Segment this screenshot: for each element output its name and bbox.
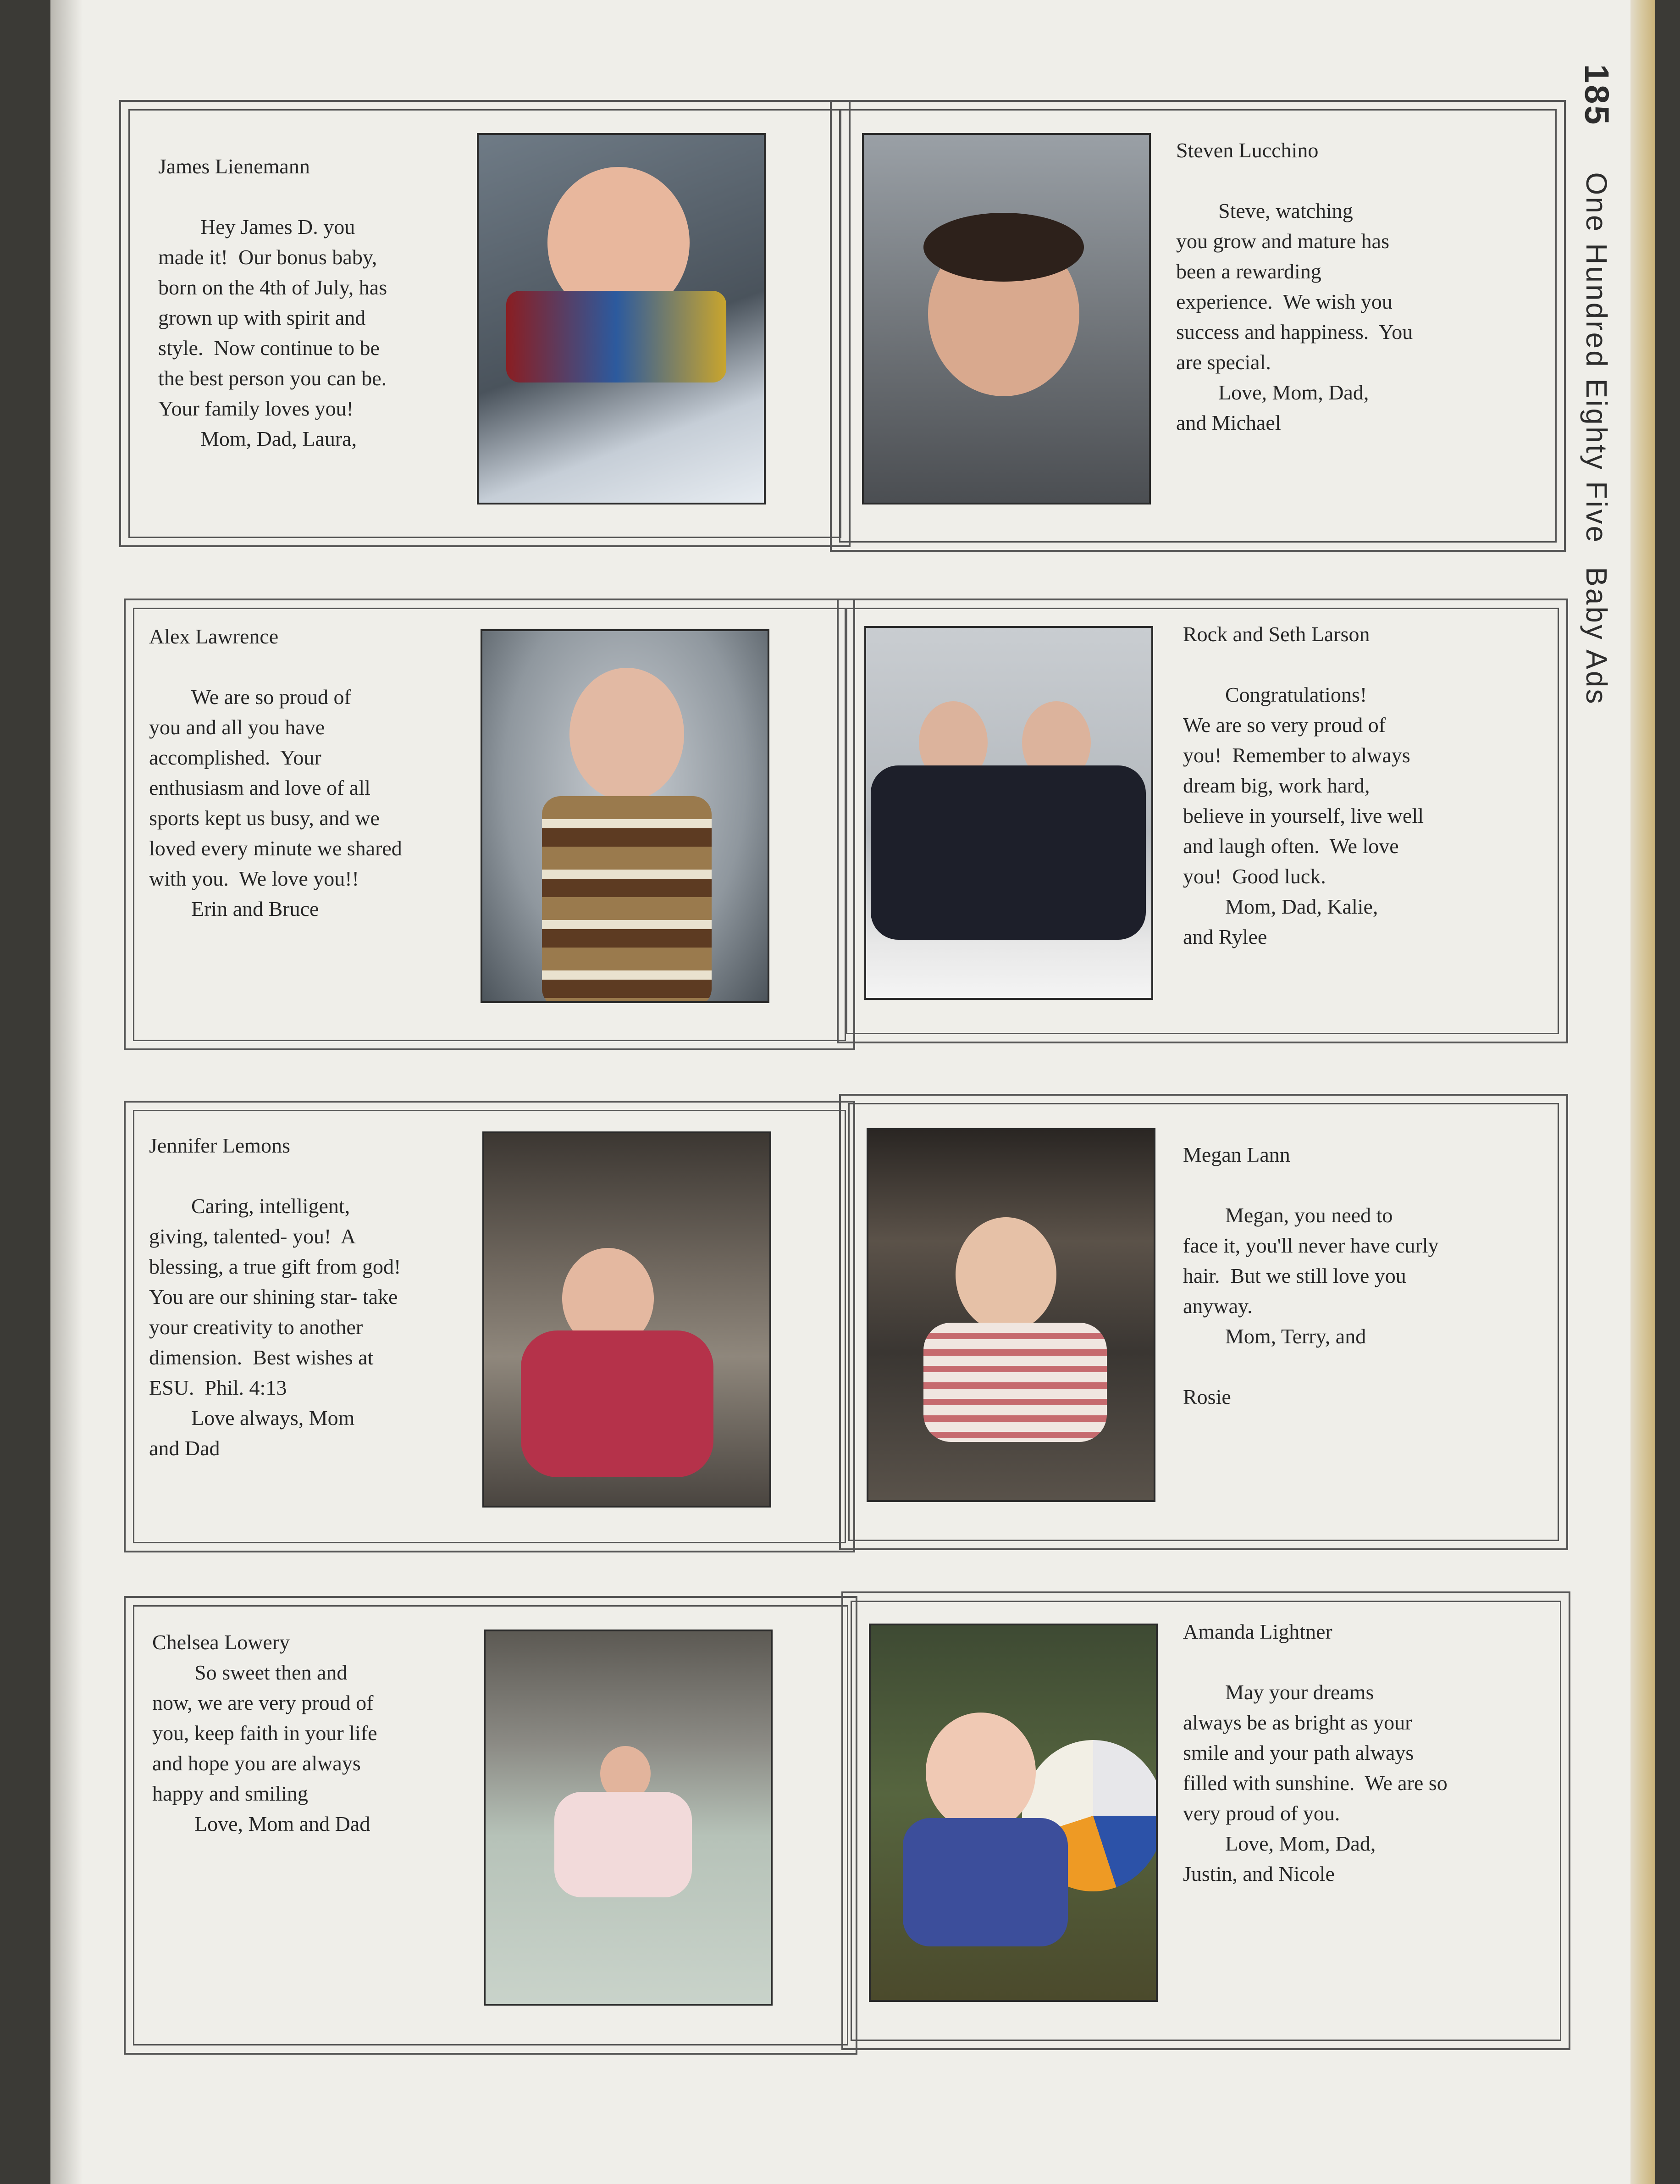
page-number: 185	[1578, 64, 1616, 127]
ad-text	[1183, 619, 1513, 952]
photo-subject	[569, 668, 684, 801]
ad-message: Megan, you need to face it, you'll never have curly hair. But we still love you anyway. Mom, Terry, and Rosie	[1183, 1203, 1439, 1408]
ad-name: James Lienemann	[158, 155, 310, 178]
photo-clothing	[554, 1792, 692, 1897]
photo-hair	[923, 213, 1084, 282]
ad-text	[1183, 1140, 1513, 1412]
photo-clothing	[923, 1323, 1107, 1442]
ad-name: Megan Lann	[1183, 1143, 1290, 1166]
yearbook-page	[50, 0, 1655, 2184]
photo-clothing	[871, 765, 1146, 940]
ad-text	[152, 1627, 482, 1839]
photo-subject	[926, 1713, 1036, 1832]
section-header	[1577, 64, 1616, 705]
ad-message: We are so proud of you and all you have accomplished. Your enthusiasm and love of all sports kept us busy, and we loved every minute we shared with you. We love you!! Erin and Bruce	[149, 685, 402, 920]
baby-photo	[867, 1128, 1155, 1502]
section-title: One Hundred Eighty Five	[1580, 172, 1613, 544]
ad-message: Congratulations! We are so very proud of you! Remember to always dream big, work hard, believe in yourself, live well and laugh often. We love you! Good luck. Mom, Dad, Kalie, and Rylee	[1183, 683, 1424, 948]
baby-photo	[482, 1131, 771, 1508]
section-name: Baby Ads	[1580, 567, 1613, 706]
baby-photo	[864, 626, 1153, 1000]
ad-message: May your dreams always be as bright as your smile and your path always filled with sunshine. We are so very proud of you. Love, Mom, Dad, Justin, and Nicole	[1183, 1680, 1448, 1885]
ad-message: Caring, intelligent, giving, talented- you! A blessing, a true gift from god! You are our shining star- take your creativity to another dimension. Best wishes at ESU. Phil. 4:13 Love always, Mom and Dad	[149, 1194, 401, 1460]
ad-name: Alex Lawrence	[149, 625, 279, 648]
ad-text	[1183, 1617, 1513, 1889]
ad-text	[1176, 135, 1497, 438]
baby-photo	[862, 133, 1151, 504]
ad-name: Steven Lucchino	[1176, 139, 1319, 162]
ad-name: Chelsea Lowery	[152, 1630, 290, 1654]
baby-photo	[869, 1624, 1158, 2002]
ad-name: Jennifer Lemons	[149, 1134, 290, 1157]
baby-photo	[477, 133, 766, 504]
ad-name: Rock and Seth Larson	[1183, 622, 1370, 646]
photo-clothing	[521, 1330, 713, 1477]
page-gutter-shadow	[50, 0, 83, 2184]
ad-text	[149, 621, 479, 924]
baby-photo	[481, 629, 769, 1003]
ad-text	[158, 151, 479, 454]
baby-photo	[484, 1630, 773, 2006]
photo-clothing	[506, 291, 726, 382]
page-fore-edge	[1630, 0, 1655, 2184]
photo-clothing	[903, 1818, 1068, 1946]
ad-message: Steve, watching you grow and mature has been a rewarding experience. We wish you success and happiness. You are special. Love, Mom, Dad, and Michael	[1176, 199, 1413, 434]
ad-message: Hey James D. you made it! Our bonus baby, born on the 4th of July, has grown up with spirit and style. Now continue to be the best person you can be. Your family loves you! Mom, Dad, Laura,	[158, 215, 387, 450]
photo-clothing	[542, 796, 712, 1003]
photo-subject	[956, 1217, 1056, 1332]
ad-message: So sweet then and now, we are very proud of you, keep faith in your life and hope you are always happy and smiling Love, Mom and Dad	[152, 1661, 377, 1835]
ad-name: Amanda Lightner	[1183, 1620, 1332, 1643]
ad-text	[149, 1131, 479, 1463]
